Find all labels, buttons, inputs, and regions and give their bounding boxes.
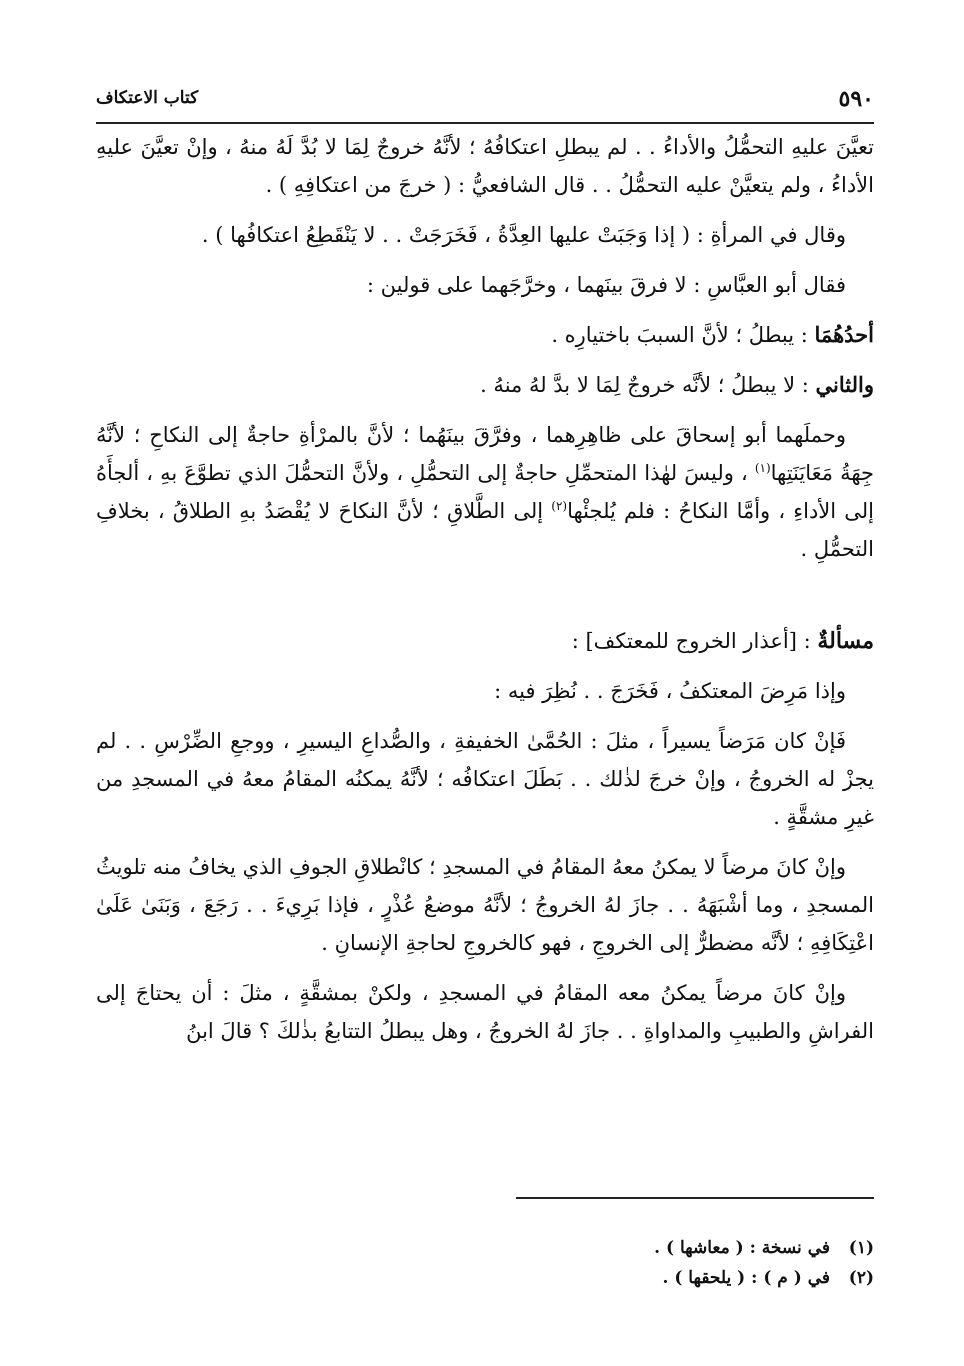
footnote-rule: [516, 1197, 874, 1199]
footnote-text: في ( م ) : ( يلحقها ) .: [662, 1268, 830, 1288]
section-title: : [أعذار الخروج للمعتكف] :: [571, 629, 818, 653]
paragraph: [96, 416, 874, 568]
footnote-ref[interactable]: (١): [754, 461, 771, 475]
page-number: ٥٩٠: [838, 86, 874, 112]
opinion-text: : يبطلُ ؛ لأنَّ السببَ باختيارِه .: [551, 323, 815, 347]
paragraph: وإنْ كانَ مرضاً لا يمكنُ معهُ المقامُ في المسجدِ ؛ كانْطلاقِ الجوفِ الذي يخافُ منه تلويثُ المسجدِ ، وما أشْبَهَهُ . . جازَ لهُ الخروجُ ؛ لأنَّهُ موضعُ عُذْرٍ ، فإذا بَرِيءَ . . رَجَعَ ، وَبَنَىٰ عَلَىٰ اعْتِكَافِهِ ؛ لأنَّه مضطرٌّ إلى الخروجِ ، فهو كالخروجِ لحاجةِ الإنسانِ .: [96, 855, 874, 955]
section-heading: [96, 622, 874, 660]
footnote-text: في نسخة : ( معاشها ) .: [654, 1238, 830, 1258]
footnote-number: (٢): [848, 1268, 874, 1288]
footnotes: [96, 1233, 874, 1293]
paragraph: [96, 316, 874, 354]
footnote-number: (١): [848, 1238, 874, 1258]
running-title: كتاب الاعتكاف: [96, 88, 199, 108]
opinion-label: أحدُهُمَا: [814, 322, 874, 347]
footnote-ref[interactable]: (٢): [551, 499, 568, 513]
paragraph: وإذا مَرِضَ المعتكفُ ، فَخَرَجَ . . نُظِرَ فيه :: [494, 679, 846, 703]
masala-label: مسألةٌ: [817, 628, 874, 654]
paragraph-text: إلى الطَّلاقِ ؛ لأنَّ النكاحَ لا يُقْصَدُ بهِ الطلاقُ ، بخلافِ التحمُّلِ .: [96, 499, 874, 561]
page-header: [96, 86, 874, 120]
footnote: [96, 1233, 874, 1263]
paragraph-text: ، وليسَ لهٰذا المتحمِّلِ حاجةٌ إلى التحمُّلِ ، ولأنَّ التحمُّلَ الذي تطوَّعَ بهِ ، ألجأَهُ إلى الأداءِ ، وأمَّا النكاحُ : فلم يُلجئْها: [96, 461, 874, 523]
opinion-text: : لا يبطلُ ؛ لأنَّه خروجٌ لِمَا لا بدَّ لهُ منهُ .: [480, 373, 816, 397]
paragraph: [96, 366, 874, 404]
paragraph: فَإنْ كان مَرَضاً يسيراً ، مثلَ : الحُمَّىٰ الخفيفةِ ، والصُّداعِ اليسيرِ ، ووجعِ الضِّرْسِ . . لم يجزْ له الخروجُ ، وإنْ خرجَ لذٰلك . . بَطَلَ اعتكافُه ؛ لأنَّهُ يمكنُه المقامُ معهُ في المسجدِ من غيرِ مشقَّةٍ .: [96, 729, 874, 829]
paragraph: فقال أبو العبَّاسِ : لا فرقَ بينَهما ، وخرَّجَهما على قولين :: [366, 273, 846, 297]
footnote: [96, 1263, 874, 1293]
opinion-label: والثاني: [815, 372, 874, 397]
paragraph-text: وحملَهما أبو إسحاقَ على ظاهِرِهما ، وفرَّقَ بينَهُما ؛ لأنَّ بالمرْأةِ حاجةٌ إلى النكاحِ ؛ لأنَّهُ جِهَةُ مَعَايَنَتِها: [96, 423, 874, 485]
paragraph: تعيَّنَ عليهِ التحمُّلُ والأداءُ . . لم يبطلِ اعتكافُهُ ؛ لأنَّهُ خروجٌ لِمَا لا بُدَّ لَهُ منهُ ، وإنْ تعيَّنَ عليهِ الأداءُ ، ولم يتعيَّنْ عليه التحمُّلُ . . قال الشافعيُّ : ( خرجَ من اعتكافِهِ ) .: [96, 135, 874, 197]
paragraph: وقال في المرأةِ : ( إذا وَجَبَتْ عليها العِدَّةُ ، فَخَرَجَتْ . . لا يَنْقَطِعُ اعتكافُها ) .: [201, 223, 846, 247]
main-text: [96, 128, 874, 1062]
paragraph: وإنْ كانَ مرضاً يمكنُ معه المقامُ في المسجدِ ، ولكنْ بمشقَّةٍ ، مثلَ : أن يحتاجَ إلى الفراشِ والطبيبِ والمداواةِ . . جازَ لهُ الخروجُ ، وهل يبطلُ التتابعُ بذٰلكَ ؟ قالَ ابنُ: [96, 981, 874, 1043]
header-rule: [96, 122, 874, 124]
